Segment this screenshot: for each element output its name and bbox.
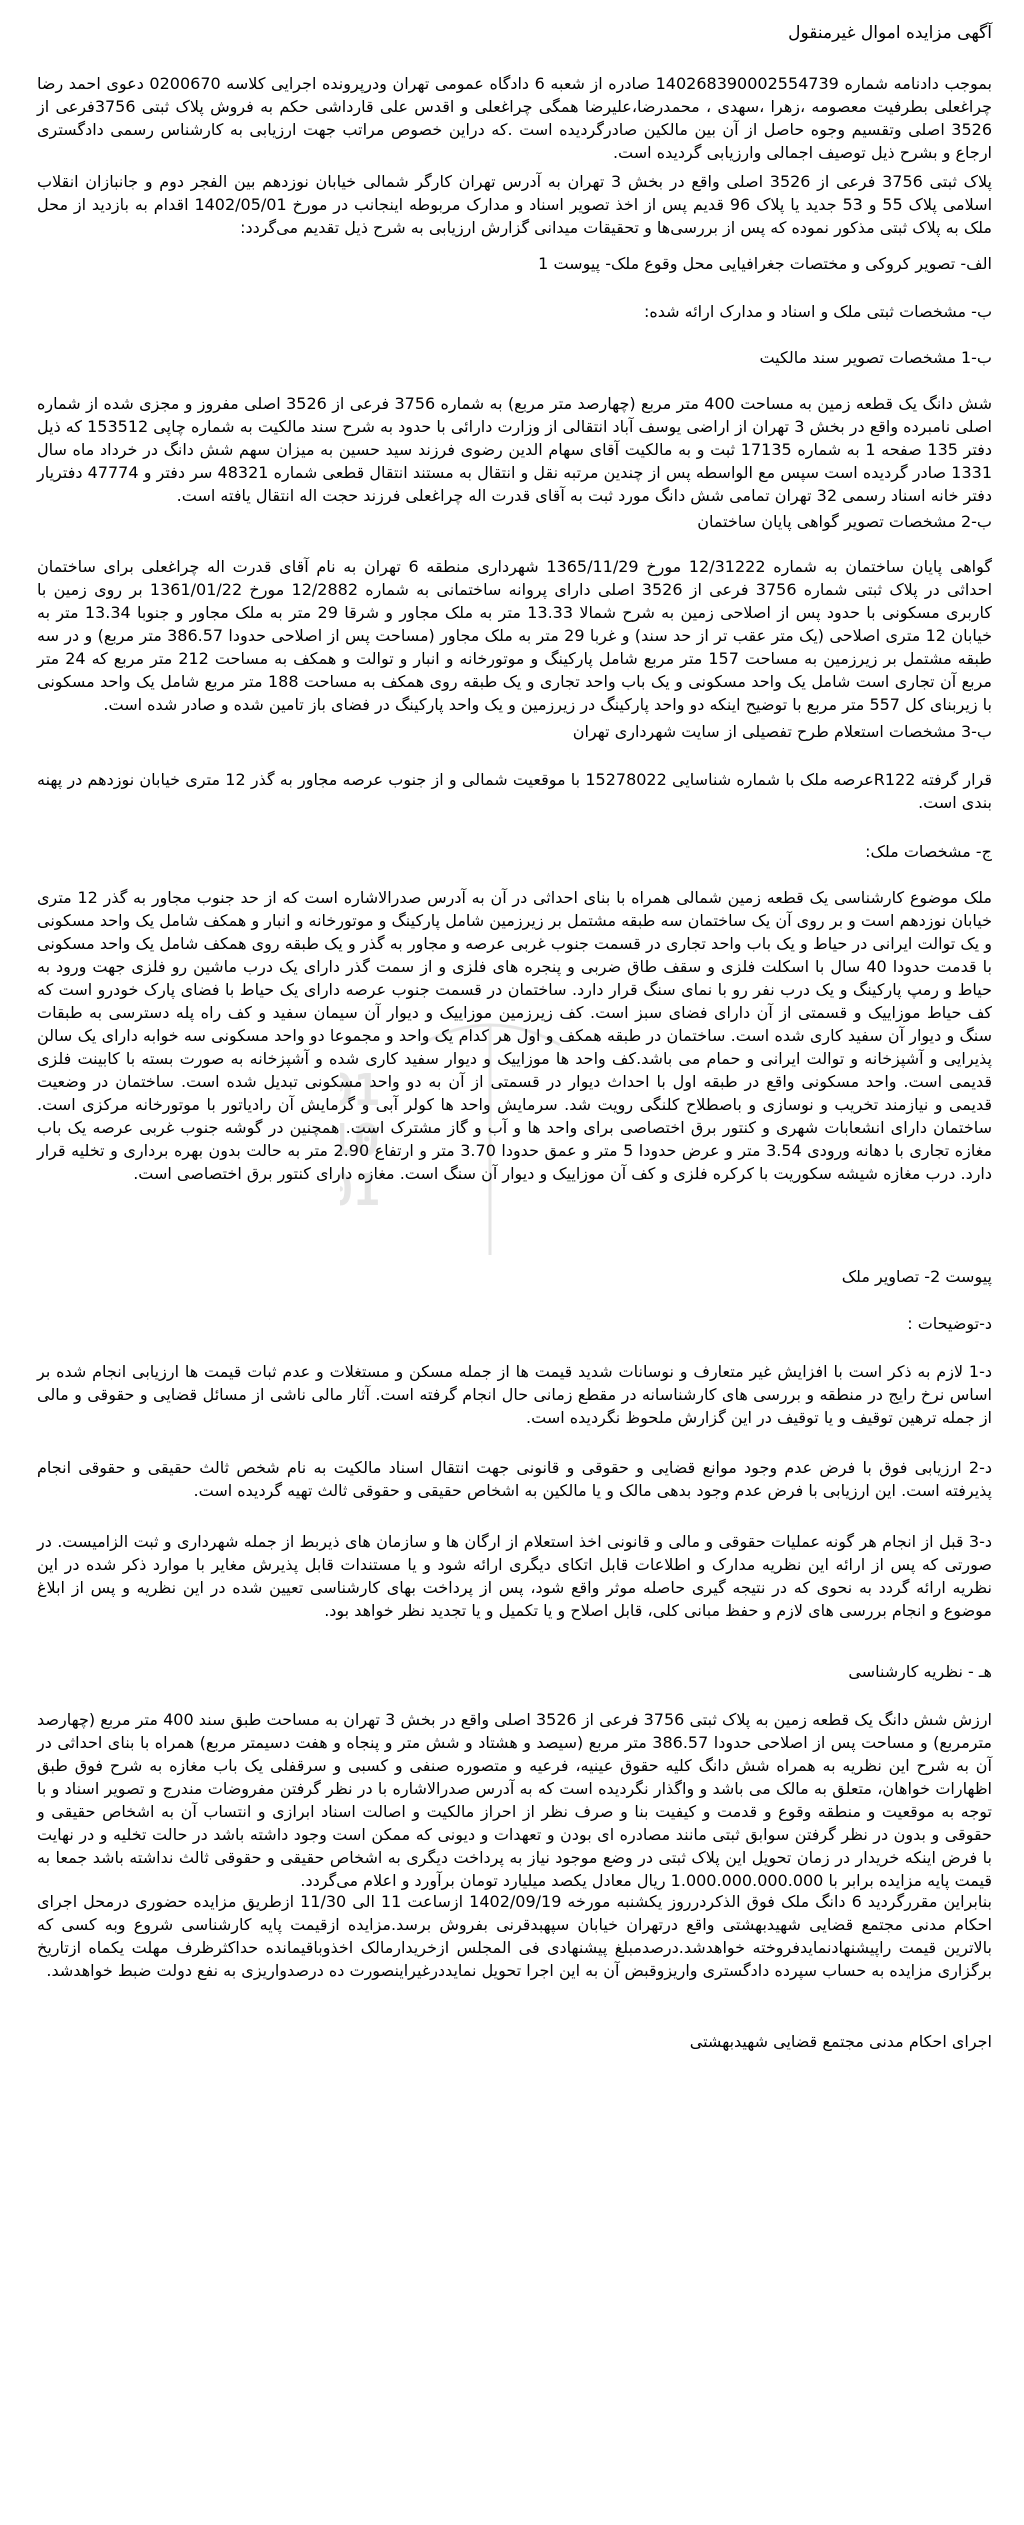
ownership-deed-paragraph: شش دانگ یک قطعه زمین به مساحت 400 متر مربع (چهارصد متر مربع) به شماره 3756 فرعی از 3526 اصلی مفروز و مجزی شده از شماره اصلی نامبرده واقع در بخش 3 تهران از اراضی یوسف آباد انتقالی از وزارت دارائی با حدود به شرح سند مالکیت به شماره چاپی 153512 که ذیل دفتر 135 صفحه 1 به شماره 17135 ثبت و به مالکیت آقای سهام الدین رضوی فرزند سید حسین به میزان سهم شش دانگ در خرداد ماه سال 1331 صادر گردیده است سپس مع الواسطه پس از چندین مرتبه نقل و انتقال به مستند انتقال قطعی شماره 48321 سر دفتر و 47774 دفتریار دفتر خانه اسناد رسمی 32 تهران تمامی شش دانگ مورد ثبت به آقای قدرت اله چراغعلی فرزند حجت اله انتقال یافته است. — [37, 394, 993, 505]
section-be1-heading: ب-1 مشخصات تصویر سند مالکیت — [759, 348, 992, 367]
svg-text:010101: 01 — [340, 1065, 380, 1116]
section-dal-heading: د-توضیحات : — [907, 1314, 992, 1333]
section-be3-heading: ب-3 مشخصات استعلام طرح تفصیلی از سایت شهرداری تهران — [572, 722, 992, 741]
intro-paragraph: بموجب دادنامه شماره 140268390002554739 صادره از شعبه 6 دادگاه عمومی تهران ودرپرونده اجرایی کلاسه 0200670 دعوی احمد رضا چراغعلی بطرفیت معصومه ،زهرا ،سهدی ، محمدرضا،علیرضا همگی چراغعلی و اقدس علی قارداشی حکم به فروش پلاک ثبتی 3756فرعی از 3526 اصلی وتقسیم وجوه حاصل از آن بین مالکین صادرگردیده است .که دراین خصوص مراتب جهت ارزیابی به کارشناس رسمی دادگستری ارجاع و بشرح ذیل توصیف اجمالی وارزیابی گردیده است. — [37, 74, 993, 162]
notice-title: آگهی مزایده اموال غیرمنقول — [788, 23, 992, 43]
section-be-heading: ب- مشخصات ثبتی ملک و اسناد و مدارک ارائه شده: — [643, 302, 992, 321]
property-intro-paragraph: پلاک ثبتی 3756 فرعی از 3526 اصلی واقع در بخش 3 تهران به آدرس تهران کارگر شمالی خیابان نوزدهم بین الفجر دوم و جانبازان انقلاب اسلامی پلاک 55 و 53 جدید یا پلاک 96 قدیم پس از اخذ تصویر اسناد و مدارک مربوطه اینجانب در مورخ 1402/05/01 اقدام به بازدید از محل ملک به پلاک ثبتی مذکور نموده که پس از بررسی‌ها و تحقیقات میدانی گزارش ارزیابی به شرح ذیل تقدیم می‌گردد: — [37, 172, 993, 237]
attachment-2-heading: پیوست 2- تصاویر ملک — [841, 1267, 992, 1286]
section-he-heading: هـ - نظریه کارشناسی — [848, 1662, 992, 1681]
svg-text:010101: 01 — [340, 1165, 380, 1216]
auction-terms-paragraph: بنابراین مقررگردید 6 دانگ ملک فوق الذکردرروز یکشنبه مورخه 1402/09/19 ازساعت 11 الی 11/30 ازطریق مزایده حضوری درمحل اجرای احکام مدنی مجتمع قضایی شهیدبهشتی واقع درتهران خیابان سپهبدقرنی بفروش برسد.مزایده ازقیمت پایه کارشناسی شروع وبه کسی که بالاترین قیمت راپیشنهادنمایدفروخته خواهدشد.درصدمبلغ پیشنهادی فی المجلس ازخریدارمالک اخذوباقیمانده حداکثرظرف مهلت یکماه ازتاریخ برگزاری مزایده به حساب سپرده دادگستری واریزوقبض آن به این اجرا تحویل نمایددرغیراینصورت ده درصدواریزی به نفع دولت ضبط خواهدشد. — [37, 1892, 993, 1980]
property-specs-paragraph: ملک موضوع کارشناسی یک قطعه زمین شمالی همراه با بنای احداثی در آن به آدرس صدرالاشاره است که از حد جنوب مجاور به گذر 12 متری خیابان نوزدهم است و بر روی آن یک ساختمان سه طبقه مشتمل بر زیرزمین شامل پارکینگ و موتورخانه و انبار و همکف شامل یک واحد مسکونی و یک توالت ایرانی در حیاط و یک باب واحد تجاری در قسمت جنوب غربی عرصه و مجاور به گذر و یک طبقه روی همکف شامل یک واحد مسکونی با قدمت حدودا 40 سال با اسکلت فلزی و سقف طاق ضربی و پنجره های فلزی و از سمت گذر دارای یک درب ماشین رو فلزی جهت ورود به حیاط و رمپ پارکینگ و یک درب نفر رو با نمای سنگ قرار دارد. ساختمان در قسمت جنوب عرصه دارای یک حیاط با فضای پارک خودرو است که کف حیاط موزاییک و قسمتی از آن دارای فضای سبز است. کف زیرزمین موزاییک و دیوار آن سیمان سفید و کف راه پله دسترسی به طبقات سنگ و دیوار آن سفید کاری شده است. ساختمان در طبقه همکف و اول هر کدام یک واحد و مجموعا دو واحد مسکونی سه خوابه دارای یک سالن پذیرایی و آشپزخانه و توالت ایرانی و حمام می باشد.کف واحد ها موزاییک و دیوار سفید کاری شده و آشپزخانه به صورت بسته با کابینت فلزی قدیمی است. واحد مسکونی واقع در طبقه اول با احداث دیوار در قسمتی از آن به دو واحد مسکونی تبدیل شده است. ساختمان در وضعیت قدیمی و نیازمند تخریب و نوسازی و باصطلاح کلنگی رویت شد. سرمایش واحد ها کولر آبی و گرمایش آن رادیاتور با موتورخانه مرکزی است. ساختمان دارای انشعابات شهری و کنتور برق اختصاصی برای واحد ها و آب و گاز مشترک است. همچنین در گوشه جنوب غربی عرصه یک باب مغازه تجاری با دهانه ورودی 3.54 متر و عرض حدودا 5 متر و عمق حدودا 3.70 متر و ارتفاع 2.90 متر به حالت بدون بهره برداری و تخلیه قرار دارد. درب مغازه شیشه سکوریت با کرکره فلزی و کف آن موزاییک و دیوار آن سنگ است. مغازه دارای کنتور برق اختصاصی است. — [37, 888, 993, 1183]
completion-certificate-paragraph: گواهی پایان ساختمان به شماره 12/31222 مورخ 1365/11/29 شهرداری منطقه 6 تهران به نام آقای قدرت اله چراغعلی برای ساختمان احداثی در پلاک ثبتی شماره 3756 فرعی از 3526 اصلی دارای پروانه ساختمانی به شماره 12/2882 مورخ 1361/01/22 بر روی زمین با کاربری مسکونی با حدود پس از اصلاحی زمین به شرح شمالا 13.33 متر به ملک مجاور و شرقا 29 متر به ملک مجاور و جنوبا 13.34 متر به خیابان 12 متری اصلاحی (یک متر عقب تر از حد سند) و غربا 29 متر به ملک مجاور (مساحت پس از اصلاحی حدودا 386.57 متر مربع) و در سه طبقه مشتمل بر زیرزمین به مساحت 157 متر مربع شامل پارکینگ و موتورخانه و انبار و توالت و همکف به مساحت 212 متر مربع که 24 متر مربع آن تجاری است شامل یک واحد مسکونی و یک باب واحد تجاری و یک طبقه روی همکف به مساحت 188 متر مربع شامل یک واحد مسکونی با زیربنای کل 557 متر مربع با توضیح اینکه دو واحد پارکینگ در زیرزمین و یک واحد پارکینگ در فضای باز تامین شده و صادر شده است. — [37, 557, 993, 714]
section-jim-heading: ج- مشخصات ملک: — [865, 842, 992, 861]
svg-text:101010: 10 — [340, 1115, 380, 1166]
note-2-paragraph: د-2 ارزیابی فوق با فرض عدم وجود موانع قضایی و حقوقی و قانونی جهت انتقال اسناد مالکیت به نام شخص ثالث حقیقی و حقوقی انجام پذیرفته است. این ارزیابی با فرض عدم وجود بدهی مالک و یا مالکین به اشخاص حقیقی و حقوقی ثالث تهیه گردیده است. — [37, 1458, 992, 1500]
section-alef-heading: الف- تصویر کروکی و مختصات جغرافیایی محل وقوع ملک- پیوست 1 — [538, 254, 992, 273]
note-1-paragraph: د-1 لازم به ذکر است با افزایش غیر متعارف و نوسانات شدید قیمت ها از جمله مسکن و مستغلات و عدم ثبات قیمت ها ارزیابی انجام شده بر اساس نرخ رایج در منطقه و بررسی های کارشناسانه در مقطع زمانی حال انجام گرفته است. آثار مالی ناشی از مسائل قضایی و حقوقی و مالی از جمله ترهین توقیف و یا توقیف در این گزارش ملحوظ نگردیده است. — [37, 1362, 992, 1427]
section-be2-heading: ب-2 مشخصات تصویر گواهی پایان ساختمان — [697, 512, 992, 531]
issuer-footer: اجرای احکام مدنی مجتمع قضایی شهیدبهشتی — [689, 2032, 992, 2051]
note-3-paragraph: د-3 قبل از انجام هر گونه عملیات حقوقی و مالی و قانونی اخذ استعلام از ارگان ها و سازمان های ذیربط از جمله شهرداری و ثبت الزامیست. در صورتی که پس از ارائه این نظریه مدارک و اطلاعات قابل اتکای دیگری ارائه شود و یا مستندات قابل پذیرش مغایر با موارد ذکر شده در این نظریه ارائه گردد به نحوی که در نتیجه گیری حاصله موثر واقع شود، پس از پرداخت بهای کارشناسی تعیین شده در این نظریه و پس از ابلاغ موضوع و انجام بررسی های لازم و حفظ مبانی کلی، قابل اصلاح و یا تکمیل و یا تجدید نظر خواهد بود. — [37, 1532, 992, 1620]
expert-opinion-paragraph: ارزش شش دانگ یک قطعه زمین به پلاک ثبتی 3756 فرعی از 3526 اصلی واقع در بخش 3 تهران به مساحت طبق سند 400 متر مربع (چهارصد مترمربع) و مساحت پس از اصلاحی حدودا 386.57 متر مربع (سیصد و هشتاد و شش متر و پنجاه و هفت دسیمتر مربع) همراه با بنای احداثی در آن به شرح این نظریه به همراه شش دانگ کلیه حقوق عینیه، فرعیه و متصوره صنفی و کسبی و سرقفلی یک باب مغازه به شرح فوق طبق اظهارات خواهان، متعلق به مالک می باشد و واگذار نگردیده است که به آدرس صدرالاشاره با در نظر گرفتن مفروضات مندرج و تصویر اسناد و با توجه به موقعیت و منطقه وقوع و قدمت و کیفیت بنا و صرف نظر از احراز مالکیت و اصالت اسناد ابرازی و انتساب آن به اشخاص حقیقی و حقوقی و بدون در نظر گرفتن سوابق ثبتی مانند مصادره ای بودن و تعهدات و دیونی که ممکن است وجود داشته باشد در حالت تخلیه و در نهایت با فرض اینکه خریدار در زمان تحویل این پلاک ثبتی در وضع موجود نیاز به پرداخت دیگری به اشخاص حقیقی و حقوقی ثالث نداشته باشد جمعا به قیمت پایه مزایده برابر با 1.000.000.000.000 ریال معادل یکصد میلیارد تومان برآورد و اعلام می‌گردد. — [37, 1710, 993, 1890]
detailed-plan-paragraph: قرار گرفته R122عرصه ملک با شماره شناسایی 15278022 با موقعیت شمالی و از جنوب عرصه مجاور به گذر 12 متری خیابان نوزدهم در پهنه بندی است. — [37, 770, 993, 812]
